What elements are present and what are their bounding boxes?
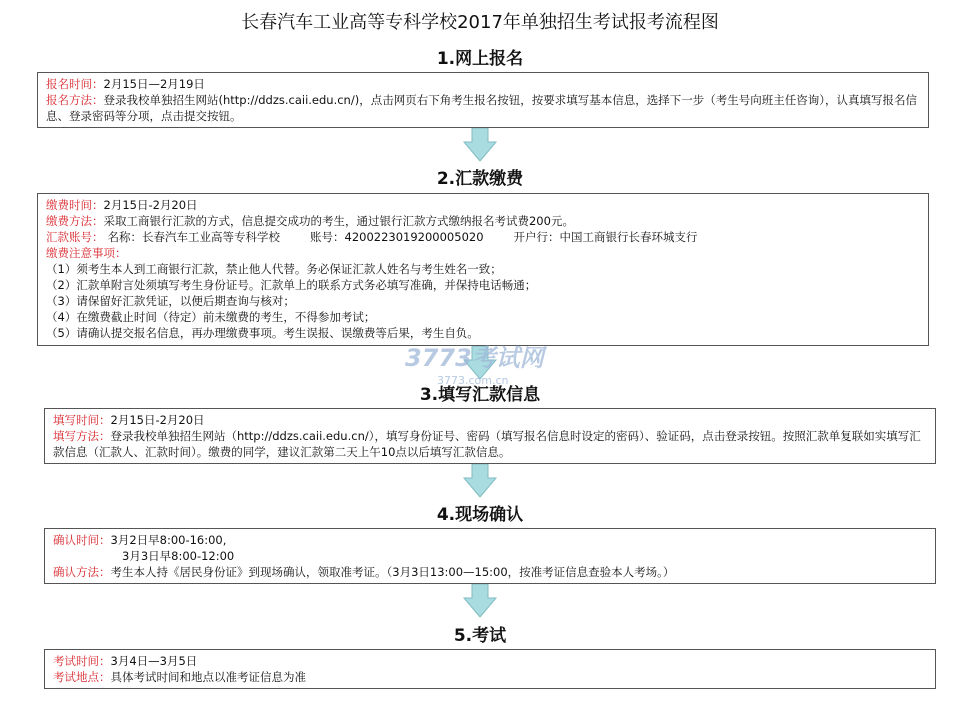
step-2-note: （3）请保留好汇款凭证，以便后期查询与核对； — [46, 294, 295, 308]
step-5-box — [44, 649, 936, 689]
step-2-notes-label: 缴费注意事项： — [46, 246, 127, 260]
arrow-down-icon — [463, 346, 497, 380]
step-2-note: （2）汇款单附言处须填写考生身份证号。汇款单上的联系方式务必填写准确，并保持电话畅通； — [46, 278, 537, 292]
step-1-method-row — [46, 92, 920, 124]
page-title: 长春汽车工业高等专科学校2017年单独招生考试报考流程图 — [241, 12, 719, 33]
step-1-time-label: 报名时间： — [46, 77, 104, 91]
step-2-note: （1）须考生本人到工商银行汇款，禁止他人代替。务必保证汇款人姓名与考生姓名一致； — [46, 262, 502, 276]
step-2-account-bank: 开户行：中国工商银行长春环城支行 — [513, 230, 698, 244]
step-2-method-row — [46, 213, 920, 229]
step-2-method-label: 缴费方法： — [46, 214, 104, 228]
step-1-box — [37, 72, 929, 128]
arrow-down-icon — [463, 584, 497, 618]
step-5-place-value: 具体考试时间和地点以准考证信息为准 — [110, 670, 306, 684]
step-1-time-row — [46, 76, 920, 92]
step-3-time-row — [53, 412, 927, 428]
step-5-place-label: 考试地点： — [53, 670, 111, 684]
step-2-account-name: 名称：长春汽车工业高等专科学校 — [107, 230, 280, 244]
step-3-method-row — [53, 428, 927, 460]
step-1-title: 1.网上报名 — [436, 49, 524, 69]
step-5-time-value: 3月4日—3月5日 — [110, 654, 198, 668]
step-5-title: 5.考试 — [453, 626, 507, 646]
step-2-account-row — [46, 229, 920, 245]
step-1-method-value: 登录我校单独招生网站(http://ddzs.caii.edu.cn/)，点击网页右下角考生报名按钮，按要求填写基本信息，选择下一步（考生号向班主任咨询），认真填写报名信息、登录密码等分项，点击提交按钮。 — [46, 93, 917, 123]
step-4-method-value: 考生本人持《居民身份证》到现场确认，领取准考证。（3月3日13:00—15:00，按准考证信息查验本人考场。） — [110, 565, 675, 579]
step-2-time-label: 缴费时间： — [46, 198, 104, 212]
step-2-title: 2.汇款缴费 — [436, 169, 524, 189]
step-4-time-row-2 — [53, 548, 927, 564]
step-2-note: （4）在缴费截止时间（待定）前未缴费的考生，不得参加考试； — [46, 310, 376, 324]
step-4-box — [44, 528, 936, 584]
step-1-time-value: 2月15日—2月19日 — [103, 77, 205, 91]
watermark-line1: 3773考试网 — [405, 344, 544, 372]
step-3-time-label: 填写时间： — [53, 413, 111, 427]
step-4-time-value-1: 3月2日早8:00-16:00, — [110, 533, 227, 547]
step-3-time-value: 2月15日-2月20日 — [110, 413, 205, 427]
step-3-box — [44, 408, 936, 464]
step-4-time-label: 确认时间： — [53, 533, 111, 547]
step-3-method-label: 填写方法： — [53, 429, 111, 443]
step-2-time-value: 2月15日-2月20日 — [103, 198, 198, 212]
step-5-time-label: 考试时间： — [53, 654, 111, 668]
step-4-method-row — [53, 564, 927, 580]
step-5-place-row — [53, 669, 927, 685]
step-4-title: 4.现场确认 — [436, 505, 524, 525]
step-2-note: （5）请确认提交报名信息，再办理缴费事项。考生误报、误缴费等后果，考生自负。 — [46, 326, 479, 340]
step-2-time-row — [46, 197, 920, 213]
step-2-method-value: 采取工商银行汇款的方式，信息提交成功的考生，通过银行汇款方式缴纳报名考试费200元。 — [103, 214, 574, 228]
arrow-down-icon — [463, 128, 497, 162]
step-5-time-row — [53, 653, 927, 669]
step-3-method-value: 登录我校单独招生网站（http://ddzs.caii.edu.cn/），填写身份证号、密码（填写报名信息时设定的密码）、验证码，点击登录按钮。按照汇款单复联如实填写汇款信息（汇款人、汇款时间）。缴费的同学，建议汇款第二天上午10点以后填写汇款信息。 — [53, 429, 921, 459]
step-4-time-value-2: 3月3日早8:00-12:00 — [122, 549, 235, 563]
watermark-line2: 3773.com.cn — [437, 374, 509, 387]
step-4-time-row — [53, 532, 927, 548]
step-2-box — [37, 193, 929, 346]
arrow-down-icon — [463, 464, 497, 498]
step-2-account-label: 汇款账号： — [46, 230, 104, 244]
step-1-method-label: 报名方法： — [46, 93, 104, 107]
step-4-method-label: 确认方法： — [53, 565, 111, 579]
step-3-title: 3.填写汇款信息 — [419, 385, 541, 405]
step-2-account-number: 账号：4200223019200005020 — [310, 230, 484, 244]
